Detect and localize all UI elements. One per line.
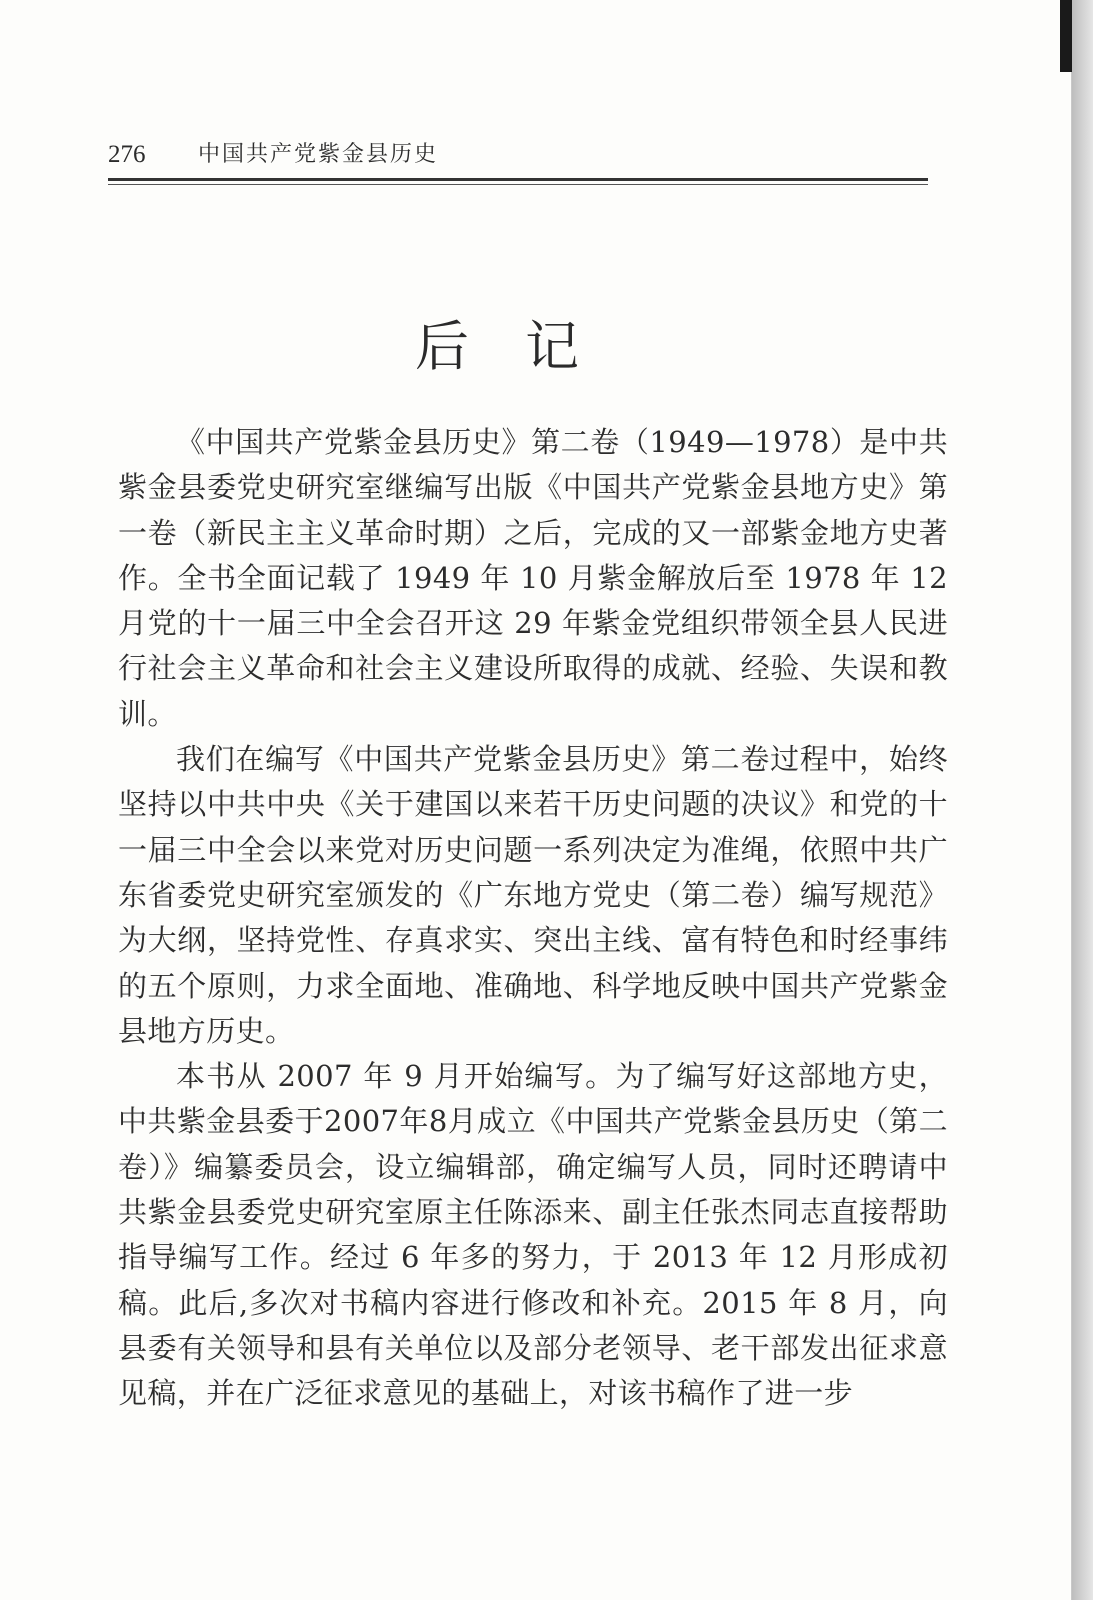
- header-rule-thin: [108, 184, 928, 185]
- paragraph-3: 本书从 2007 年 9 月开始编写。为了编写好这部地方史，中共紫金县委于2007年8月成立《中国共产党紫金县历史（第二卷）》编纂委员会，设立编辑部，确定编写人员，同时还聘请中共紫金县委党史研究室原主任陈添来、副主任张杰同志直接帮助指导编写工作。经过 6 年多的努力，于 2013 年 12 月形成初稿。此后,多次对书稿内容进行修改和补充。2015 年 8 月，向县委有关领导和县有关单位以及部分老领导、老干部发出征求意见稿，并在广泛征求意见的基础上，对该书稿作了进一步: [118, 1059, 948, 1411]
- page-number: 276: [108, 141, 146, 168]
- page-header: [108, 138, 928, 172]
- running-title: 中国共产党紫金县历史: [198, 142, 439, 167]
- body-text: [118, 420, 948, 1417]
- paragraph-2: 我们在编写《中国共产党紫金县历史》第二卷过程中，始终坚持以中共中央《关于建国以来若干历史问题的决议》和党的十一届三中全会以来党对历史问题一系列决定为准绳，依照中共广东省委党史研究室颁发的《广东地方党史（第二卷）编写规范》为大纲，坚持党性、存真求实、突出主线、富有特色和时经事纬的五个原则，力求全面地、准确地、科学地反映中国共产党紫金县地方历史。: [118, 742, 948, 1048]
- scan-corner-mark: [1060, 0, 1072, 72]
- header-rule-thick: [108, 178, 928, 181]
- page-edge: [1072, 0, 1093, 1600]
- paragraph-1: 《中国共产党紫金县历史》第二卷（1949—1978）是中共紫金县委党史研究室继编写出版《中国共产党紫金县地方史》第一卷（新民主主义革命时期）之后，完成的又一部紫金地方史著作。全书全面记载了 1949 年 10 月紫金解放后至 1978 年 12 月党的十一届三中全会召开这 29 年紫金党组织带领全县人民进行社会主义革命和社会主义建设所取得的成就、经验、失误和教训。: [118, 425, 948, 731]
- chapter-title: 后记: [415, 315, 635, 378]
